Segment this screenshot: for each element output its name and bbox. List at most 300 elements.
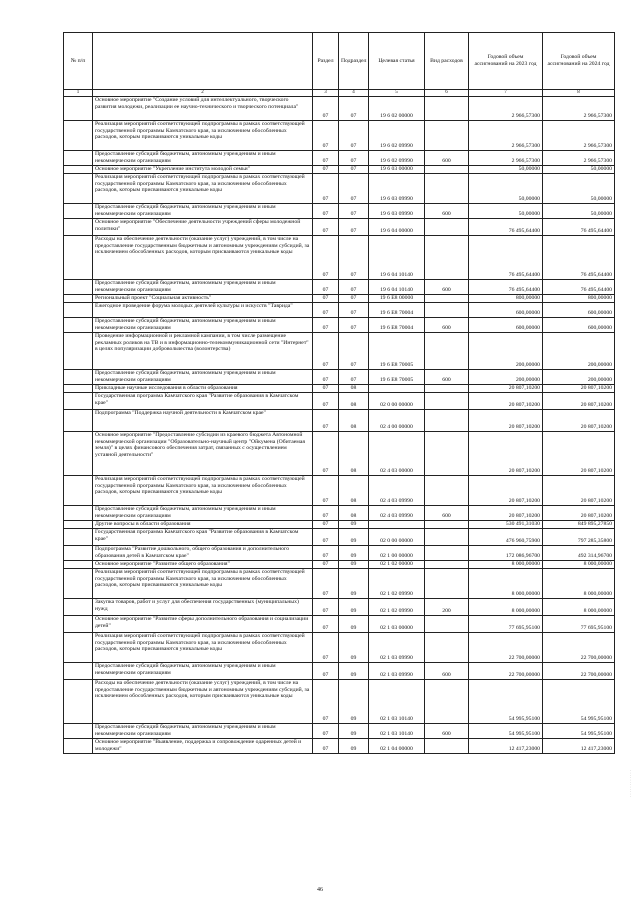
- row-number-cell: [64, 370, 93, 385]
- row-subsection-cell: 07: [339, 174, 369, 204]
- row-section-cell: 07: [313, 166, 339, 174]
- row-2023-cell: 22 700,00000: [469, 663, 543, 680]
- row-type-cell: 600: [425, 663, 469, 680]
- row-type-cell: [425, 295, 469, 303]
- row-number-cell: [64, 410, 93, 432]
- row-2023-cell: 172 086,96700: [469, 546, 543, 561]
- row-number-cell: [64, 318, 93, 333]
- row-number-cell: [64, 166, 93, 174]
- table-body: [64, 97, 615, 754]
- row-subsection-cell: 07: [339, 121, 369, 151]
- row-2023-cell: 50,00000: [469, 166, 543, 174]
- row-type-cell: [425, 385, 469, 393]
- row-type-cell: [425, 410, 469, 432]
- header-num: № п/п: [64, 33, 93, 90]
- table-row: [64, 303, 615, 318]
- row-section-cell: 07: [313, 97, 339, 121]
- row-2023-cell: 2 966,57300: [469, 151, 543, 166]
- row-name-cell: Другие вопросы в области образования: [93, 521, 313, 529]
- row-number-cell: [64, 432, 93, 476]
- row-subsection-cell: 08: [339, 410, 369, 432]
- col-number: 4: [339, 90, 369, 97]
- row-number-cell: [64, 739, 93, 754]
- row-type-cell: [425, 333, 469, 370]
- row-2023-cell: 12 417,23000: [469, 739, 543, 754]
- header-2024: Годовой объем ассигнований на 2024 год: [543, 33, 615, 90]
- row-type-cell: [425, 303, 469, 318]
- row-target-cell: 19 6 04 10140: [369, 236, 425, 280]
- row-section-cell: 07: [313, 385, 339, 393]
- row-number-cell: [64, 680, 93, 724]
- row-target-cell: 02 0 00 00000: [369, 529, 425, 546]
- row-section-cell: 07: [313, 219, 339, 236]
- row-section-cell: 07: [313, 410, 339, 432]
- col-number: 7: [469, 90, 543, 97]
- row-2024-cell: 2 966,57300: [543, 151, 615, 166]
- row-section-cell: 07: [313, 476, 339, 506]
- budget-sheet: [63, 32, 614, 754]
- row-2024-cell: 22 700,00000: [543, 663, 615, 680]
- table-row: [64, 506, 615, 521]
- row-type-cell: 200: [425, 599, 469, 616]
- row-target-cell: 02 1 03 09990: [369, 633, 425, 663]
- column-number-row: [64, 90, 615, 97]
- table-row: [64, 393, 615, 410]
- table-row: [64, 121, 615, 151]
- row-type-cell: [425, 97, 469, 121]
- row-name-cell: Реализация мероприятий соответствующей подпрограммы в рамках соответствующей государственной программы Камчатского края, за исключением обособленных расходов, которым присваиваются уникальные коды: [93, 569, 313, 599]
- row-number-cell: [64, 393, 93, 410]
- row-type-cell: [425, 546, 469, 561]
- row-subsection-cell: 09: [339, 561, 369, 569]
- row-number-cell: [64, 295, 93, 303]
- row-target-cell: 19 6 E8 70004: [369, 303, 425, 318]
- row-2024-cell: 20 807,10200: [543, 410, 615, 432]
- row-target-cell: 02 1 02 00000: [369, 561, 425, 569]
- row-section-cell: 07: [313, 561, 339, 569]
- header-name: [93, 33, 313, 90]
- row-target-cell: 02 4 03 09990: [369, 476, 425, 506]
- table-row: [64, 280, 615, 295]
- row-name-cell: Основное мероприятие "Выявление, поддержка и сопровождение одаренных детей и молодежи": [93, 739, 313, 754]
- row-section-cell: 07: [313, 680, 339, 724]
- table-row: [64, 385, 615, 393]
- row-name-cell: Основное мероприятие "Укрепление института молодой семьи": [93, 166, 313, 174]
- row-subsection-cell: 09: [339, 546, 369, 561]
- row-target-cell: 19 6 04 00000: [369, 219, 425, 236]
- row-section-cell: 07: [313, 333, 339, 370]
- row-2024-cell: 800,00000: [543, 295, 615, 303]
- row-name-cell: Основное мероприятие "Обеспечение деятельности учреждений сферы молодежной политики": [93, 219, 313, 236]
- row-2024-cell: 8 000,00000: [543, 569, 615, 599]
- row-subsection-cell: 09: [339, 569, 369, 599]
- row-subsection-cell: 07: [339, 280, 369, 295]
- table-row: [64, 318, 615, 333]
- row-subsection-cell: 07: [339, 204, 369, 219]
- row-target-cell: 02 1 00 00000: [369, 546, 425, 561]
- row-2024-cell: 20 807,10200: [543, 476, 615, 506]
- row-number-cell: [64, 385, 93, 393]
- row-2023-cell: 600,00000: [469, 303, 543, 318]
- row-number-cell: [64, 303, 93, 318]
- row-target-cell: 19 6 04 10140: [369, 280, 425, 295]
- row-2024-cell: 8 000,00000: [543, 561, 615, 569]
- table-row: [64, 151, 615, 166]
- row-2023-cell: 600,00000: [469, 318, 543, 333]
- row-2023-cell: 800,00000: [469, 295, 543, 303]
- row-target-cell: 02 1 04 00000: [369, 739, 425, 754]
- row-number-cell: [64, 506, 93, 521]
- row-2023-cell: 22 700,00000: [469, 633, 543, 663]
- row-2023-cell: 200,00000: [469, 370, 543, 385]
- row-2023-cell: 76 495,64400: [469, 219, 543, 236]
- row-type-cell: [425, 680, 469, 724]
- row-2024-cell: 20 807,10200: [543, 432, 615, 476]
- row-section-cell: 07: [313, 506, 339, 521]
- row-target-cell: 02 4 00 00000: [369, 410, 425, 432]
- row-name-cell: Реализация мероприятий соответствующей подпрограммы в рамках соответствующей государственной программы Камчатского края, за исключением обособленных расходов, которым присваиваются уникальные коды: [93, 476, 313, 506]
- row-name-cell: Основное мероприятие "Создание условий для интеллектуального, творческого развития молодежи, реализации ее научно-технического и творческого потенциала": [93, 97, 313, 121]
- row-2023-cell: 2 966,57300: [469, 121, 543, 151]
- row-target-cell: 02 1 03 10140: [369, 680, 425, 724]
- row-type-cell: 600: [425, 280, 469, 295]
- row-type-cell: 600: [425, 151, 469, 166]
- row-name-cell: Основное мероприятие "Развитие общего образования": [93, 561, 313, 569]
- row-2023-cell: 8 000,00000: [469, 569, 543, 599]
- row-number-cell: [64, 204, 93, 219]
- header-target: Целевая статья: [369, 33, 425, 90]
- row-target-cell: 19 6 03 09990: [369, 174, 425, 204]
- row-subsection-cell: 08: [339, 432, 369, 476]
- row-section-cell: 07: [313, 724, 339, 739]
- row-target-cell: 02 1 03 00000: [369, 616, 425, 633]
- row-type-cell: [425, 616, 469, 633]
- row-subsection-cell: 09: [339, 529, 369, 546]
- table-row: [64, 219, 615, 236]
- row-subsection-cell: 09: [339, 739, 369, 754]
- row-number-cell: [64, 280, 93, 295]
- table-row: [64, 569, 615, 599]
- row-2024-cell: 2 966,57300: [543, 121, 615, 151]
- row-type-cell: [425, 166, 469, 174]
- row-type-cell: [425, 174, 469, 204]
- row-target-cell: 02 1 03 10140: [369, 724, 425, 739]
- row-name-cell: Закупка товаров, работ и услуг для обеспечения государственных (муниципальных) нужд: [93, 599, 313, 616]
- row-2024-cell: 50,00000: [543, 204, 615, 219]
- table-row: [64, 521, 615, 529]
- row-number-cell: [64, 569, 93, 599]
- row-type-cell: [425, 561, 469, 569]
- table-row: [64, 236, 615, 280]
- row-section-cell: 07: [313, 204, 339, 219]
- row-2023-cell: 76 495,64400: [469, 236, 543, 280]
- row-type-cell: 600: [425, 724, 469, 739]
- row-target-cell: 19 6 E8 70004: [369, 318, 425, 333]
- row-name-cell: Подпрограмма "Развитие дошкольного, общего образования и дополнительного образования детей в Камчатском крае": [93, 546, 313, 561]
- row-2023-cell: 8 000,00000: [469, 561, 543, 569]
- row-target-cell: 02 1 02 09990: [369, 599, 425, 616]
- row-section-cell: 07: [313, 303, 339, 318]
- row-2023-cell: 530 491,31030: [469, 521, 543, 529]
- row-2024-cell: 76 495,64400: [543, 236, 615, 280]
- row-name-cell: Прикладные научные исследования в области образования: [93, 385, 313, 393]
- row-2024-cell: 54 995,95100: [543, 680, 615, 724]
- row-number-cell: [64, 633, 93, 663]
- row-target-cell: 19 6 E8 00000: [369, 295, 425, 303]
- row-target-cell: 19 6 03 00000: [369, 166, 425, 174]
- row-name-cell: Предоставление субсидий бюджетным, автономным учреждениям и иным некоммерческим организациям: [93, 280, 313, 295]
- row-name-cell: Реализация мероприятий соответствующей подпрограммы в рамках соответствующей государственной программы Камчатского края, за исключением обособленных расходов, которым присваиваются уникальные коды: [93, 174, 313, 204]
- page-number: 46: [317, 887, 323, 893]
- col-number: 5: [369, 90, 425, 97]
- col-number: 6: [425, 90, 469, 97]
- col-number: 3: [313, 90, 339, 97]
- row-2024-cell: 76 495,64400: [543, 280, 615, 295]
- row-section-cell: 07: [313, 121, 339, 151]
- row-2023-cell: 54 995,95100: [469, 680, 543, 724]
- col-number: 2: [93, 90, 313, 97]
- row-type-cell: [425, 432, 469, 476]
- row-number-cell: [64, 121, 93, 151]
- row-section-cell: 07: [313, 616, 339, 633]
- row-number-cell: [64, 151, 93, 166]
- row-2024-cell: 8 000,00000: [543, 599, 615, 616]
- row-2023-cell: 20 807,10200: [469, 410, 543, 432]
- row-number-cell: [64, 476, 93, 506]
- row-subsection-cell: 08: [339, 385, 369, 393]
- row-2024-cell: 492 314,96700: [543, 546, 615, 561]
- row-section-cell: 07: [313, 599, 339, 616]
- table-row: [64, 166, 615, 174]
- row-section-cell: 07: [313, 151, 339, 166]
- row-2024-cell: 76 495,64400: [543, 219, 615, 236]
- row-name-cell: Проведение информационной и рекламной кампании, в том числе размещение рекламных роликов на ТВ и в информационно-телекоммуникационной сети "Интернет" в целях популяризации добровольчества (волонтерства): [93, 333, 313, 370]
- table-row: [64, 616, 615, 633]
- row-type-cell: 600: [425, 370, 469, 385]
- row-2024-cell: 20 807,10200: [543, 393, 615, 410]
- row-number-cell: [64, 521, 93, 529]
- row-2024-cell: 22 700,00000: [543, 633, 615, 663]
- row-type-cell: [425, 633, 469, 663]
- row-2024-cell: 600,00000: [543, 303, 615, 318]
- row-subsection-cell: 09: [339, 724, 369, 739]
- row-name-cell: Расходы на обеспечение деятельности (оказание услуг) учреждений, в том числе на предоставление государственным бюджетным и автономным учреждениям субсидий, за исключением обособленных расходов, которым присваиваются уникальные коды: [93, 680, 313, 724]
- row-name-cell: Предоставление субсидий бюджетным, автономным учреждениям и иным некоммерческим организациям: [93, 370, 313, 385]
- table-row: [64, 633, 615, 663]
- row-2024-cell: 2 966,57300: [543, 97, 615, 121]
- row-subsection-cell: 09: [339, 521, 369, 529]
- row-type-cell: 600: [425, 318, 469, 333]
- header-type: Вид расходов: [425, 33, 469, 90]
- row-2024-cell: 50,00000: [543, 174, 615, 204]
- row-2023-cell: 20 807,10200: [469, 506, 543, 521]
- row-target-cell: 19 6 02 09990: [369, 151, 425, 166]
- row-target-cell: 02 1 02 09990: [369, 569, 425, 599]
- row-type-cell: [425, 476, 469, 506]
- row-name-cell: Государственная программа Камчатского края "Развитие образования в Камчатском крае": [93, 393, 313, 410]
- row-target-cell: 19 6 02 00000: [369, 97, 425, 121]
- row-name-cell: Региональный проект "Социальная активность": [93, 295, 313, 303]
- row-section-cell: 07: [313, 521, 339, 529]
- row-number-cell: [64, 174, 93, 204]
- table-row: [64, 97, 615, 121]
- row-number-cell: [64, 529, 93, 546]
- row-number-cell: [64, 724, 93, 739]
- table-row: [64, 724, 615, 739]
- row-name-cell: Предоставление субсидий бюджетным, автономным учреждениям и иным некоммерческим организациям: [93, 663, 313, 680]
- row-number-cell: [64, 561, 93, 569]
- table-row: [64, 410, 615, 432]
- row-target-cell: [369, 385, 425, 393]
- row-name-cell: Основное мероприятие "Развитие сферы дополнительного образования и социализации детей": [93, 616, 313, 633]
- row-2024-cell: 200,00000: [543, 333, 615, 370]
- row-subsection-cell: 07: [339, 219, 369, 236]
- row-2023-cell: 20 807,10200: [469, 476, 543, 506]
- row-subsection-cell: 07: [339, 97, 369, 121]
- header-subsection: Подраздел: [339, 33, 369, 90]
- row-name-cell: Расходы на обеспечение деятельности (оказание услуг) учреждений, в том числе на предоставление государственным бюджетным и автономным учреждениям субсидий, за исключением обособленных расходов, которым присваиваются уникальные коды: [93, 236, 313, 280]
- row-name-cell: Реализация мероприятий соответствующей подпрограммы в рамках соответствующей государственной программы Камчатского края, за исключением обособленных расходов, которым присваиваются уникальные коды: [93, 633, 313, 663]
- row-section-cell: 07: [313, 370, 339, 385]
- row-subsection-cell: 07: [339, 151, 369, 166]
- row-number-cell: [64, 333, 93, 370]
- table-row: [64, 432, 615, 476]
- row-2024-cell: 600,00000: [543, 318, 615, 333]
- row-2023-cell: 8 000,00000: [469, 599, 543, 616]
- row-subsection-cell: 09: [339, 599, 369, 616]
- row-section-cell: 07: [313, 236, 339, 280]
- row-2024-cell: 77 695,95100: [543, 616, 615, 633]
- table-row: [64, 370, 615, 385]
- row-name-cell: Подпрограмма "Поддержка научной деятельности в Камчатском крае": [93, 410, 313, 432]
- row-2023-cell: 76 495,64400: [469, 280, 543, 295]
- row-section-cell: 07: [313, 739, 339, 754]
- row-name-cell: Ежегодное проведение форума молодых деятелей культуры и искусств "Таврида": [93, 303, 313, 318]
- col-number: 8: [543, 90, 615, 97]
- row-section-cell: 07: [313, 633, 339, 663]
- row-2024-cell: 12 417,23000: [543, 739, 615, 754]
- row-subsection-cell: 08: [339, 393, 369, 410]
- row-subsection-cell: 08: [339, 476, 369, 506]
- row-target-cell: [369, 521, 425, 529]
- row-subsection-cell: 07: [339, 333, 369, 370]
- row-name-cell: Реализация мероприятий соответствующей подпрограммы в рамках соответствующей государственной программы Камчатского края, за исключением обособленных расходов, которым присваиваются уникальные коды: [93, 121, 313, 151]
- row-2023-cell: 2 966,57300: [469, 97, 543, 121]
- row-name-cell: Предоставление субсидий бюджетным, автономным учреждениям и иным некоммерческим организациям: [93, 724, 313, 739]
- row-type-cell: [425, 393, 469, 410]
- row-subsection-cell: 09: [339, 663, 369, 680]
- row-type-cell: [425, 569, 469, 599]
- row-number-cell: [64, 616, 93, 633]
- row-subsection-cell: 09: [339, 680, 369, 724]
- row-2024-cell: 849 895,27850: [543, 521, 615, 529]
- row-target-cell: 02 4 03 09990: [369, 506, 425, 521]
- table-row: [64, 476, 615, 506]
- row-number-cell: [64, 236, 93, 280]
- margin-scan-marks: · · · · · · · · · · · ·: [628, 770, 633, 797]
- header-2023: Годовой объем ассигнований на 2023 год: [469, 33, 543, 90]
- row-2024-cell: 20 807,10200: [543, 506, 615, 521]
- col-number: 1: [64, 90, 93, 97]
- row-type-cell: [425, 529, 469, 546]
- row-type-cell: [425, 521, 469, 529]
- row-section-cell: 07: [313, 546, 339, 561]
- table-row: [64, 546, 615, 561]
- row-section-cell: 07: [313, 529, 339, 546]
- table-row: [64, 663, 615, 680]
- table-row: [64, 174, 615, 204]
- row-2023-cell: 54 995,95100: [469, 724, 543, 739]
- row-subsection-cell: 09: [339, 616, 369, 633]
- row-section-cell: 07: [313, 393, 339, 410]
- row-name-cell: Государственная программа Камчатского края "Развитие образования в Камчатском крае": [93, 529, 313, 546]
- row-subsection-cell: 07: [339, 303, 369, 318]
- row-type-cell: [425, 739, 469, 754]
- row-target-cell: 19 6 E8 70005: [369, 333, 425, 370]
- row-2024-cell: 54 995,95100: [543, 724, 615, 739]
- row-2024-cell: 200,00000: [543, 370, 615, 385]
- table-row: [64, 680, 615, 724]
- row-2024-cell: 20 807,10200: [543, 385, 615, 393]
- row-target-cell: 02 0 00 00000: [369, 393, 425, 410]
- row-name-cell: Предоставление субсидий бюджетным, автономным учреждениям и иным некоммерческим организациям: [93, 204, 313, 219]
- row-section-cell: 07: [313, 318, 339, 333]
- row-type-cell: [425, 236, 469, 280]
- row-2023-cell: 20 807,10200: [469, 432, 543, 476]
- row-section-cell: 07: [313, 432, 339, 476]
- row-subsection-cell: 07: [339, 318, 369, 333]
- row-section-cell: 07: [313, 295, 339, 303]
- row-2023-cell: 476 960,75900: [469, 529, 543, 546]
- row-number-cell: [64, 599, 93, 616]
- row-2023-cell: 200,00000: [469, 333, 543, 370]
- row-subsection-cell: 09: [339, 633, 369, 663]
- row-2024-cell: 50,00000: [543, 166, 615, 174]
- budget-table: [63, 32, 615, 754]
- row-subsection-cell: 07: [339, 295, 369, 303]
- header-section: Раздел: [313, 33, 339, 90]
- row-type-cell: [425, 121, 469, 151]
- row-subsection-cell: 07: [339, 236, 369, 280]
- row-number-cell: [64, 97, 93, 121]
- row-target-cell: 02 4 03 00000: [369, 432, 425, 476]
- row-number-cell: [64, 219, 93, 236]
- table-row: [64, 204, 615, 219]
- row-2024-cell: 797 285,35800: [543, 529, 615, 546]
- row-2023-cell: 50,00000: [469, 174, 543, 204]
- row-2023-cell: 20 807,10200: [469, 393, 543, 410]
- row-2023-cell: 20 807,10200: [469, 385, 543, 393]
- row-number-cell: [64, 663, 93, 680]
- row-type-cell: [425, 219, 469, 236]
- row-target-cell: 19 6 02 09990: [369, 121, 425, 151]
- table-row: [64, 599, 615, 616]
- row-subsection-cell: 08: [339, 506, 369, 521]
- row-subsection-cell: 07: [339, 370, 369, 385]
- row-name-cell: Предоставление субсидий бюджетным, автономным учреждениям и иным некоммерческим организациям: [93, 318, 313, 333]
- row-type-cell: 600: [425, 204, 469, 219]
- table-row: [64, 561, 615, 569]
- row-target-cell: 19 6 03 09990: [369, 204, 425, 219]
- row-2023-cell: 77 695,95100: [469, 616, 543, 633]
- row-section-cell: 07: [313, 663, 339, 680]
- row-name-cell: Предоставление субсидий бюджетным, автономным учреждениям и иным некоммерческим организациям: [93, 151, 313, 166]
- row-name-cell: Основное мероприятие "Предоставление субсидии из краевого бюджета Автономной некоммерческой организации "Образовательно-научный центр "Ойкумена (Обитаемая земля)" в целях финансового обеспечения затрат, связанных с осуществлением уставной деятельности": [93, 432, 313, 476]
- table-row: [64, 739, 615, 754]
- table-row: [64, 295, 615, 303]
- table-header-row: [64, 33, 615, 90]
- row-section-cell: 07: [313, 280, 339, 295]
